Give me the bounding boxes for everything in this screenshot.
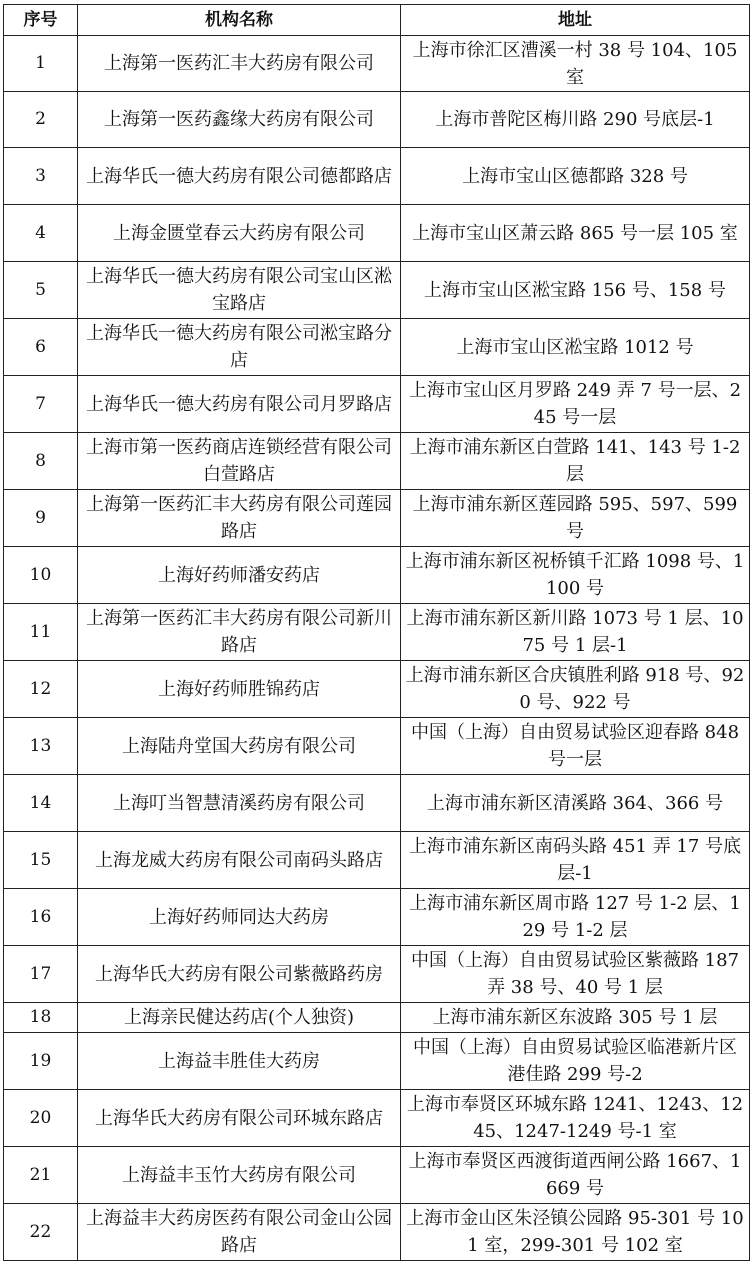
table-row — [4, 1204, 750, 1261]
row-index: 3 — [4, 148, 78, 205]
row-index: 20 — [4, 1090, 78, 1147]
address: 上海市宝山区淞宝路 156 号、158 号 — [401, 262, 750, 319]
row-index: 4 — [4, 205, 78, 262]
row-index: 1 — [4, 36, 78, 92]
row-index: 21 — [4, 1147, 78, 1204]
row-index: 14 — [4, 775, 78, 832]
table-row — [4, 775, 750, 832]
institution-name: 上海龙威大药房有限公司南码头路店 — [78, 832, 401, 889]
header-address: 地址 — [401, 5, 750, 36]
address: 上海市宝山区月罗路 249 弄 7 号一层、245 号一层 — [401, 376, 750, 433]
institution-name: 上海第一医药鑫缘大药房有限公司 — [78, 92, 401, 148]
address: 上海市普陀区梅川路 290 号底层-1 — [401, 92, 750, 148]
address: 中国（上海）自由贸易试验区临港新片区港佳路 299 号-2 — [401, 1033, 750, 1090]
table-row — [4, 148, 750, 205]
institution-name: 上海第一医药汇丰大药房有限公司莲园路店 — [78, 490, 401, 547]
address: 上海市奉贤区西渡街道西闸公路 1667、1669 号 — [401, 1147, 750, 1204]
row-index: 22 — [4, 1204, 78, 1261]
table-header-row — [4, 5, 750, 36]
institution-name: 上海华氏大药房有限公司环城东路店 — [78, 1090, 401, 1147]
institution-name: 上海第一医药汇丰大药房有限公司 — [78, 36, 401, 92]
row-index: 6 — [4, 319, 78, 376]
row-index: 8 — [4, 433, 78, 490]
institution-name: 上海华氏一德大药房有限公司月罗路店 — [78, 376, 401, 433]
address: 上海市宝山区德都路 328 号 — [401, 148, 750, 205]
row-index: 16 — [4, 889, 78, 946]
institution-name: 上海好药师同达大药房 — [78, 889, 401, 946]
table-row — [4, 946, 750, 1003]
address: 上海市浦东新区新川路 1073 号 1 层、1075 号 1 层-1 — [401, 604, 750, 661]
address: 中国（上海）自由贸易试验区迎春路 848 号一层 — [401, 718, 750, 775]
row-index: 9 — [4, 490, 78, 547]
institution-name: 上海华氏大药房有限公司紫薇路药房 — [78, 946, 401, 1003]
row-index: 10 — [4, 547, 78, 604]
row-index: 19 — [4, 1033, 78, 1090]
address: 上海市浦东新区祝桥镇千汇路 1098 号、1100 号 — [401, 547, 750, 604]
address: 上海市浦东新区莲园路 595、597、599 号 — [401, 490, 750, 547]
table-row — [4, 1090, 750, 1147]
pharmacy-table — [3, 4, 750, 1261]
row-index: 2 — [4, 92, 78, 148]
row-index: 5 — [4, 262, 78, 319]
table-row — [4, 376, 750, 433]
institution-name: 上海益丰大药房医药有限公司金山公园路店 — [78, 1204, 401, 1261]
row-index: 18 — [4, 1003, 78, 1033]
table-row — [4, 262, 750, 319]
table-row — [4, 319, 750, 376]
table-row — [4, 490, 750, 547]
table-row — [4, 1147, 750, 1204]
address: 上海市浦东新区周市路 127 号 1-2 层、129 号 1-2 层 — [401, 889, 750, 946]
address: 上海市宝山区萧云路 865 号一层 105 室 — [401, 205, 750, 262]
address: 上海市浦东新区南码头路 451 弄 17 号底层-1 — [401, 832, 750, 889]
table-row — [4, 547, 750, 604]
row-index: 17 — [4, 946, 78, 1003]
institution-name: 上海亲民健达药店(个人独资) — [78, 1003, 401, 1033]
table-row — [4, 1003, 750, 1033]
table-row — [4, 205, 750, 262]
institution-name: 上海华氏一德大药房有限公司德都路店 — [78, 148, 401, 205]
row-index: 11 — [4, 604, 78, 661]
address: 上海市奉贤区环城东路 1241、1243、1245、1247-1249 号-1 室 — [401, 1090, 750, 1147]
address: 上海市金山区朱泾镇公园路 95-301 号 101 室，299-301 号 102 室 — [401, 1204, 750, 1261]
institution-name: 上海金匮堂春云大药房有限公司 — [78, 205, 401, 262]
row-index: 13 — [4, 718, 78, 775]
institution-name: 上海叮当智慧清溪药房有限公司 — [78, 775, 401, 832]
address: 上海市浦东新区清溪路 364、366 号 — [401, 775, 750, 832]
table-row — [4, 36, 750, 92]
institution-name: 上海益丰胜佳大药房 — [78, 1033, 401, 1090]
address: 上海市浦东新区白萱路 141、143 号 1-2 层 — [401, 433, 750, 490]
institution-name: 上海好药师潘安药店 — [78, 547, 401, 604]
address: 上海市徐汇区漕溪一村 38 号 104、105 室 — [401, 36, 750, 92]
header-index: 序号 — [4, 5, 78, 36]
table-row — [4, 433, 750, 490]
institution-name: 上海陆舟堂国大药房有限公司 — [78, 718, 401, 775]
address: 上海市宝山区淞宝路 1012 号 — [401, 319, 750, 376]
row-index: 7 — [4, 376, 78, 433]
institution-name: 上海华氏一德大药房有限公司宝山区淞宝路店 — [78, 262, 401, 319]
header-institution-name: 机构名称 — [78, 5, 401, 36]
table-row — [4, 832, 750, 889]
table-row — [4, 718, 750, 775]
row-index: 15 — [4, 832, 78, 889]
institution-name: 上海华氏一德大药房有限公司淞宝路分店 — [78, 319, 401, 376]
table-row — [4, 1033, 750, 1090]
institution-name: 上海益丰玉竹大药房有限公司 — [78, 1147, 401, 1204]
address: 上海市浦东新区东波路 305 号 1 层 — [401, 1003, 750, 1033]
table-row — [4, 604, 750, 661]
row-index: 12 — [4, 661, 78, 718]
table-row — [4, 92, 750, 148]
institution-name: 上海第一医药汇丰大药房有限公司新川路店 — [78, 604, 401, 661]
institution-name: 上海好药师胜锦药店 — [78, 661, 401, 718]
table-row — [4, 889, 750, 946]
institution-name: 上海市第一医药商店连锁经营有限公司白萱路店 — [78, 433, 401, 490]
table-row — [4, 661, 750, 718]
address: 上海市浦东新区合庆镇胜利路 918 号、920 号、922 号 — [401, 661, 750, 718]
address: 中国（上海）自由贸易试验区紫薇路 187 弄 38 号、40 号 1 层 — [401, 946, 750, 1003]
